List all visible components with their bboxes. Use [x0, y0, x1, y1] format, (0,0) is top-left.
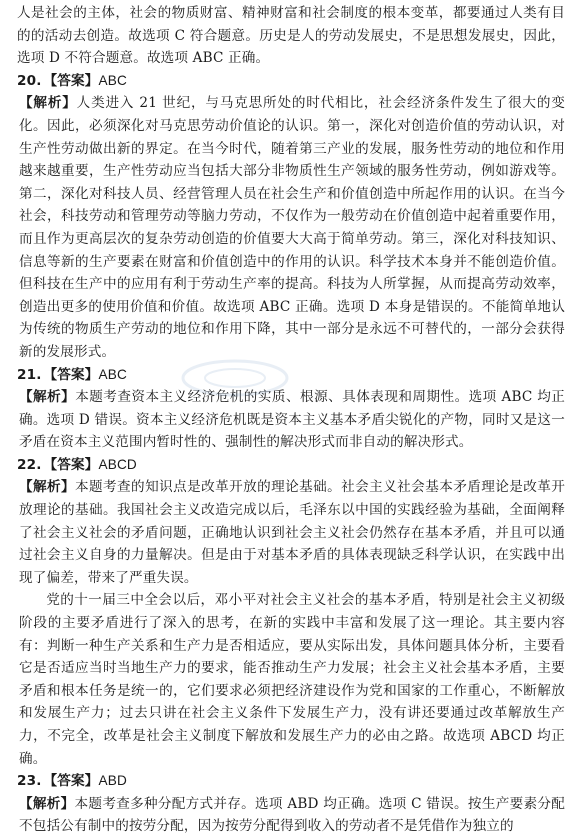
analysis-paragraph: [17, 793, 565, 838]
question-20: [17, 70, 565, 364]
analysis-tag: 【解析】: [19, 795, 75, 812]
answer-tag: 【答案】: [43, 366, 99, 383]
answer-line: [17, 70, 565, 93]
watermark-logo: [180, 358, 290, 398]
analysis-paragraph: [17, 92, 565, 363]
analysis-paragraph: [17, 386, 565, 454]
intro-paragraph: 人是社会的主体，社会的物质财富、精神财富和社会制度的根本变革，都要通过人类有目的的活动去创造。故选项 C 符合题意。历史是人的劳动发展史，不是思想发展史，因此，选项 D 不符合题意。故选项 ABC 正确。: [17, 5, 565, 67]
question-number: 23.: [17, 773, 42, 790]
question-21: [17, 364, 565, 454]
analysis-text: 人类进入 21 世纪，与马克思所处的时代相比，社会经济条件发生了很大的变化。因此，必须深化对马克思劳动价值论的认识。第一，深化对创造价值的劳动认识，对生产性劳动做出新的界定。在当今时代，随着第三产业的发展，服务性劳动的地位和作用越来越重要，生产性劳动应当包括大部分非物质性生产领域的服务性劳动，例如游戏等。第二，深化对科技人员、经营管理人员在社会生产和价值创造中所起作用的认识。在当今社会，科技劳动和管理劳动等脑力劳动，不仅作为一般劳动在价值创造中起着重要作用，而且作为更高层次的复杂劳动创造的价值要大大高于简单劳动。第三，深化对科技知识、信息等新的生产要素在财富和价值创造中的作用的认识。科学技术本身并不能创造价值。但科技在生产中的应用有利于劳动生产率的提高。科技为人所掌握，从而提高劳动效率，创造出更多的使用价值和价值。故选项 ABC 正确。选项 D 本身是错误的。不能简单地认为传统的物质生产劳动的地位和作用下降，其中一部分是永远不可替代的，一部分会获得新的发展形式。: [19, 95, 565, 360]
question-23: [17, 770, 565, 838]
analysis-tag: 【解析】: [19, 479, 76, 496]
answer-tag: 【答案】: [43, 72, 99, 89]
analysis-text: 本题考查多种分配方式并存。选项 ABD 均正确。选项 C 错误。按生产要素分配不包括公有制中的按劳分配，因为按劳分配得到收入的劳动者不是凭借作为独立的: [19, 795, 565, 835]
analysis-text: 本题考查的知识点是改革开放的理论基础。社会主义社会基本矛盾理论是改革开放理论的基础。我国社会主义改造完成以后，毛泽东以中国的实践经验为基础，全面阐释了社会主义社会的矛盾问题，正确地认识到社会主义社会仍然存在基本矛盾，并且可以通过社会主义自身的力量解决。但是由于对基本矛盾的具体表现缺乏科学认识，在实践中出现了偏差，带来了严重失误。: [19, 479, 565, 586]
analysis-tag: 【解析】: [19, 389, 76, 406]
answer-line: [17, 364, 565, 387]
answer-value: ABC: [98, 366, 127, 382]
answer-tag: 【答案】: [43, 773, 99, 790]
answer-line: [17, 454, 565, 477]
answer-value: ABC: [98, 72, 127, 88]
question-number: 21.: [17, 366, 42, 383]
analysis-tag: 【解析】: [19, 95, 77, 112]
answer-value: ABD: [98, 773, 127, 789]
analysis-text: 本题考查资本主义经济危机的实质、根源、具体表现和周期性。选项 ABC 均正确。选项 D 错误。资本主义经济危机既是资本主义基本矛盾尖锐化的产物，同时又是这一矛盾在资本主义范围内暂时性的、强制性的解决形式而非自动的解决形式。: [19, 389, 565, 451]
answer-value: ABCD: [98, 456, 137, 472]
question-number: 20.: [17, 72, 42, 89]
question-22: [17, 454, 565, 770]
answer-line: [17, 770, 565, 793]
analysis-paragraph-continued: 党的十一届三中全会以后，邓小平对社会主义社会的基本矛盾，特别是社会主义初级阶段的主要矛盾进行了深入的思考，在新的实践中丰富和发展了这一理论。其主要内容有：判断一种生产关系和生产力是否相适应，要从实际出发，具体问题具体分析，主要看它是否适应当时当地生产力的要求，能否推动生产力发展；社会主义社会基本矛盾，主要矛盾和根本任务是统一的，它们要求必须把经济建设作为党和国家的工作重心，不断解放和发展生产力；过去只讲在社会主义条件下发展生产力，没有讲还要通过改革解放生产力，不完全，改革是社会主义制度下解放和发展生产力的必由之路。故选项 ABCD 均正确。: [19, 592, 565, 767]
analysis-paragraph: [17, 476, 565, 589]
question-number: 22.: [17, 456, 42, 473]
answer-tag: 【答案】: [43, 456, 99, 473]
